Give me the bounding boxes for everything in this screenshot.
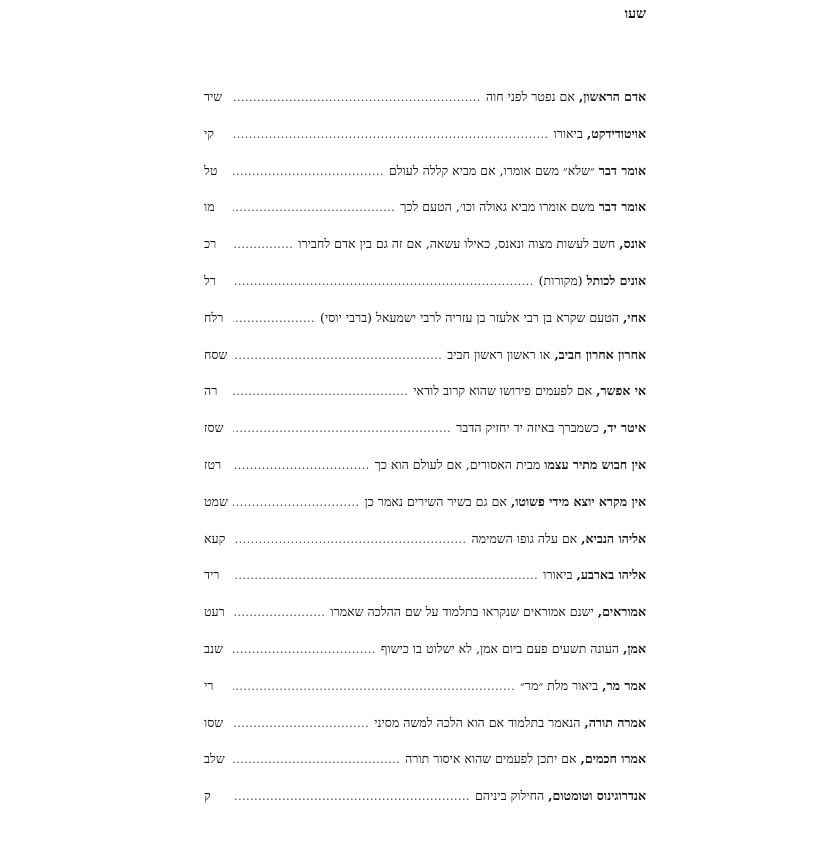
dot-leader [233,492,360,514]
index-entry [204,638,646,675]
entry-term: אויטודידקט, [586,125,646,141]
entry-term: אי אפשר, [596,383,646,399]
entry-term: אונס, [619,236,646,252]
entry-page-ref: רל [204,272,216,288]
entry-term: אמוראים, [597,604,646,620]
entry-page-ref: ק [204,788,211,804]
entry-page-ref: טל [204,162,218,178]
entry-description: אם עלה גופו השמימה [471,530,578,546]
dot-leader [233,565,538,587]
entry-page-ref: רכ [204,236,217,252]
entry-description: אם גם בשיר השירים נאמר כן [364,493,507,509]
entry-page-ref: שנב [204,640,223,656]
entry-page-ref: רעט [204,604,225,620]
dot-leader [233,197,395,219]
index-entry [204,160,646,197]
index-entry [204,785,646,822]
dot-leader [233,713,369,735]
entry-term: אליהו בארבע, [576,567,646,583]
entry-page-ref: רלח [204,309,224,325]
page-number: שעו [624,6,646,22]
dot-leader [233,124,549,146]
entry-description: או ראשון ראשון חביב [447,346,551,362]
entry-term: אחי, [622,309,646,325]
entry-description: ישנם אמוראים שנקראו בתלמוד על שם ההלכה שאמרו [330,604,594,620]
index-entry [204,712,646,749]
entry-term: אמרה תורה, [584,714,646,730]
entry-page-ref: שיד [204,89,223,104]
dot-leader [233,308,315,330]
dot-leader [233,749,400,771]
entry-description: אם לפעמים פירושו שהוא קרוב לודאי [413,383,593,399]
entry-page-ref: רטז [204,456,222,472]
entry-page-ref: רה [204,383,218,399]
index-entry [204,344,646,381]
entry-description: ביאור מלת ״מר״ [520,677,599,693]
entry-term: אדם הראשון, [578,89,646,104]
entry-description: כשמברך באיזה יד יחזיק הדבר [456,420,600,436]
index-entry [204,454,646,491]
index-entry [204,270,646,307]
entry-description: (מקורות) [538,272,583,288]
index-entry [204,675,646,712]
index-entry [204,417,646,454]
dot-leader [233,345,442,367]
index-entry [204,86,646,123]
dot-leader [233,87,481,109]
entry-description: ביאורו [553,125,583,141]
index-entry [204,748,646,785]
dot-leader [233,234,293,256]
entry-page-ref: שלב [204,751,225,767]
entry-term: אמן, [623,640,646,656]
entry-description: אם נפטר לפני חוה [485,89,575,104]
entry-page-ref: קי [204,125,214,141]
dot-leader [233,271,534,293]
entry-term: אליהו הנביא, [581,530,646,546]
entry-description: העונה תשעים פעם ביום אמן, לא ישלוט בו כישוף [380,640,620,656]
dot-leader [233,602,325,624]
index-entry [204,601,646,638]
entry-page-ref: רי [204,677,214,693]
index-entry [204,123,646,160]
entry-description: משם אומרו מביא גאולה וכו׳, הטעם לכך [400,199,595,215]
index-entry [204,380,646,417]
entry-term: אונים לכותל [586,272,646,288]
entry-description: הטעם שקרא בן רבי אלעזר בן עזריה לרבי ישמעאל (ברבי יוסי) [320,309,619,325]
dot-leader [233,676,515,698]
entry-term: אומר דבר [598,199,646,215]
entry-page-ref: קעא [204,530,226,546]
entry-term: אין חבוש מתיר עצמו [544,456,646,472]
entry-term: אין מקרא יוצא מידי פשוטו, [510,493,646,509]
dot-leader [233,161,384,183]
dot-leader [233,786,470,808]
entry-page-ref: מו [204,199,215,215]
entry-term: אנדרוגינוס וטומטום, [548,788,646,804]
entry-page-ref: שמט [204,493,228,509]
entry-term: אמרו חכמים, [580,751,646,767]
entry-page-ref: ריד [204,567,220,583]
entry-page-ref: שסז [204,420,224,436]
entry-term: איטר יד, [603,420,646,436]
index-entry [204,564,646,601]
dot-leader [233,418,451,440]
entry-term: אומר דבר [598,162,646,178]
entry-description: מבית האסורים, אם לעולם הוא כך [374,456,541,472]
entry-page-ref: שסח [204,346,228,362]
entry-description: אם יתכן לפעמים שהוא איסור תורה [405,751,577,767]
dot-leader [233,381,408,403]
index-entry [204,196,646,233]
entry-term: אחרון אחרון חביב, [554,346,646,362]
entry-description: ״שלא״ משם אומרו, אם מביא קללה לעולם [388,162,595,178]
entry-description: הנאמר בתלמוד אם הוא הלכה למשה מסיני [374,714,581,730]
index-entry [204,307,646,344]
index-entry [204,491,646,528]
dot-leader [233,455,370,477]
entry-description: החילוק ביניהם [474,788,545,804]
entry-description: חשב לעשות מצוה ונאנס, כאילו עשאה, אם זה גם בין אדם לחבירו [298,236,616,252]
dot-leader [233,639,376,661]
dot-leader [233,529,466,551]
entry-term: אמר מר, [602,677,646,693]
index-list [204,86,646,822]
entry-page-ref: שסו [204,714,224,730]
index-entry [204,233,646,270]
entry-description: ביאורו [543,567,573,583]
index-entry [204,528,646,565]
